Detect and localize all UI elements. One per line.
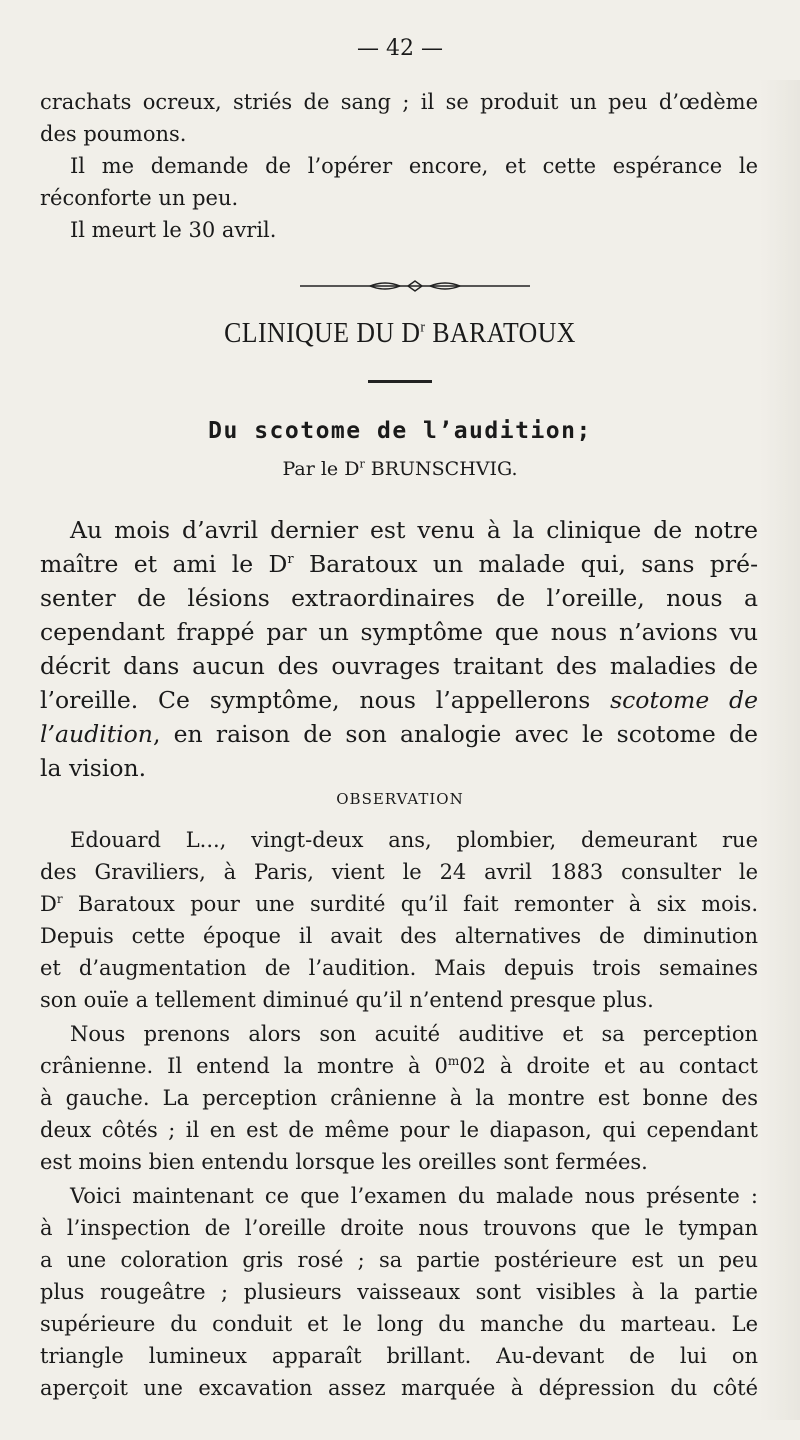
- ornamental-divider: [300, 278, 530, 294]
- body-line: à l’inspection de l’oreille droite nous trouvons que le tympan: [40, 1216, 758, 1240]
- body-line: aperçoit une excavation assez marquée à dépression du côté: [40, 1376, 758, 1400]
- body-line: des poumons.: [40, 122, 187, 146]
- body-line: à gauche. La perception crânienne à la montre est bonne des: [40, 1086, 758, 1110]
- body-line: des Graviliers, à Paris, vient le 24 avril 1883 consulter le: [40, 860, 758, 884]
- page-number: — 42 —: [357, 36, 443, 61]
- intro-line: cependant frappé par un symptôme que nous n’avions vu: [40, 618, 758, 646]
- body-line: deux côtés ; il en est de même pour le diapason, qui cependant: [40, 1118, 758, 1142]
- intro-line: senter de lésions extraordinaires de l’oreille, nous a: [40, 584, 758, 612]
- intro-line: la vision.: [40, 754, 147, 782]
- body-line: Voici maintenant ce que l’examen du malade nous présente :: [70, 1184, 758, 1208]
- intro-line: Au mois d’avril dernier est venu à la clinique de notre: [70, 516, 758, 544]
- clinic-title: CLINIQUE DU $D^r$ BARATOUX: [224, 318, 576, 349]
- body-line: et d’augmentation de l’audition. Mais depuis trois semaines: [40, 956, 758, 980]
- body-line: est moins bien entendu lorsque les oreilles sont fermées.: [40, 1150, 648, 1174]
- title-rule: [368, 380, 432, 383]
- intro-line: l’oreille. Ce symptôme, nous l’appellerons scotome de: [40, 686, 758, 714]
- body-line: $D^r$ Baratoux pour une surdité qu’il fait remonter à six mois.: [40, 892, 758, 916]
- body-line: Il meurt le 30 avril.: [70, 218, 277, 242]
- body-line: réconforte un peu.: [40, 186, 239, 210]
- body-line: son ouïe a tellement diminué qu’il n’entend presque plus.: [40, 988, 654, 1012]
- body-line: triangle lumineux apparaît brillant. Au-devant de lui on: [40, 1344, 758, 1368]
- body-line: Il me demande de l’opérer encore, et cette espérance le: [70, 154, 758, 178]
- byline: Par le $D^r$ BRUNSCHVIG.: [282, 457, 518, 480]
- body-line: plus rougeâtre ; plusieurs vaisseaux sont visibles à la partie: [40, 1280, 758, 1304]
- article-title: Du scotome de l’audition;: [208, 418, 592, 444]
- intro-line: l’audition, en raison de son analogie avec le scotome de: [40, 720, 758, 748]
- intro-line: décrit dans aucun des ouvrages traitant des maladies de: [40, 652, 758, 680]
- body-line: a une coloration gris rosé ; sa partie postérieure est un peu: [40, 1248, 758, 1272]
- observation-heading: OBSERVATION: [336, 790, 464, 808]
- intro-line: maître et ami le $D^r$ Baratoux un malade qui, sans pré-: [40, 550, 759, 578]
- body-line: Depuis cette époque il avait des alternatives de diminution: [40, 924, 758, 948]
- body-line: Nous prenons alors son acuité auditive et sa perception: [70, 1022, 758, 1046]
- facing-page-bleed: [760, 80, 800, 1420]
- body-line: crachats ocreux, striés de sang ; il se produit un peu d’œdème: [40, 90, 758, 114]
- body-line: supérieure du conduit et le long du manche du marteau. Le: [40, 1312, 758, 1336]
- body-line: Edouard L..., vingt-deux ans, plombier, demeurant rue: [70, 828, 758, 852]
- body-line: crânienne. Il entend la montre à 0$^m$02 à droite et au contact: [40, 1054, 758, 1078]
